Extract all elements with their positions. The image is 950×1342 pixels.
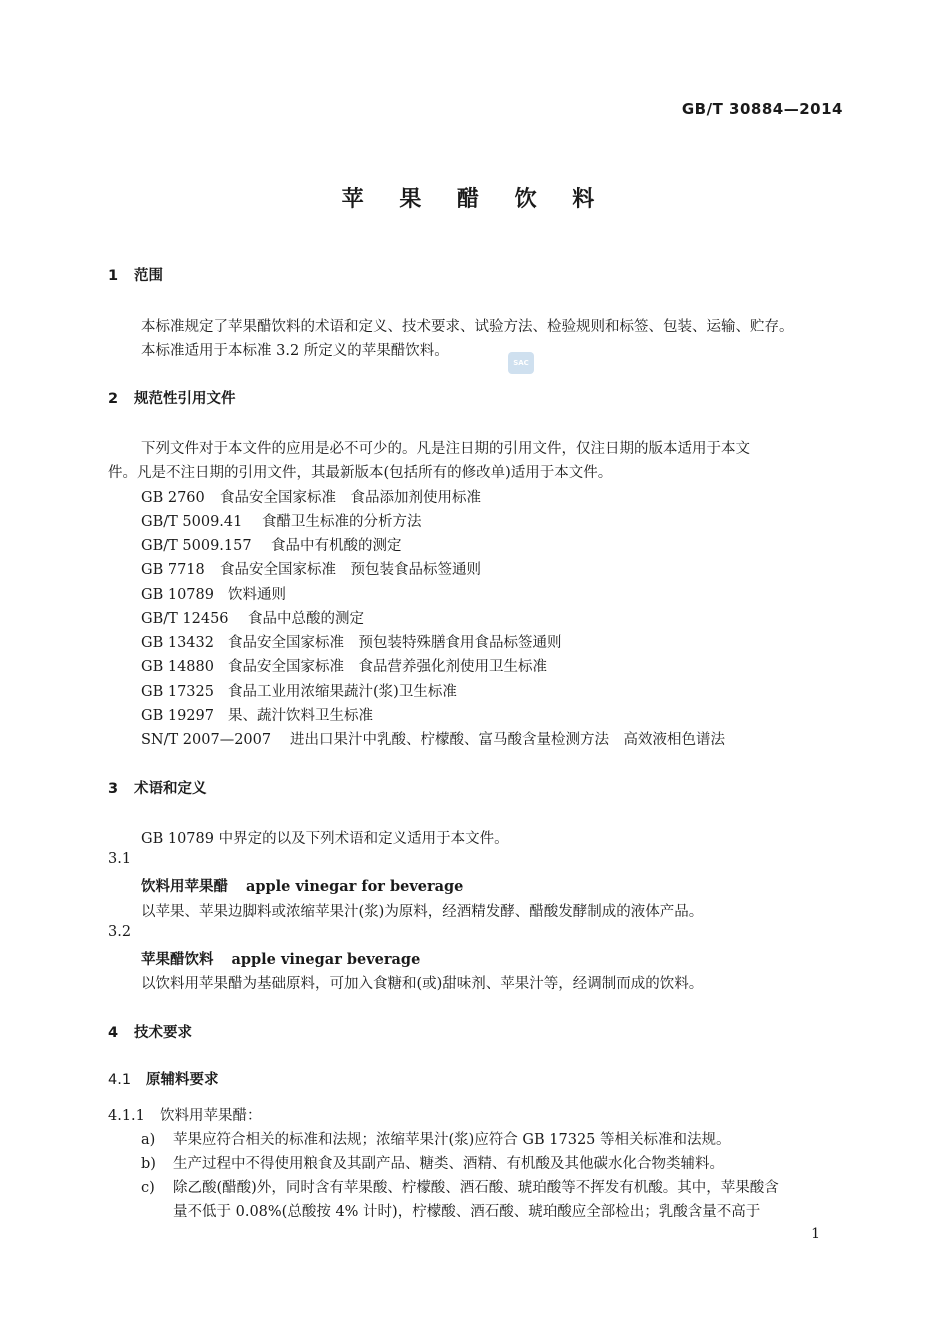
section-2-heading <box>108 387 236 408</box>
subsection-4-1-heading <box>108 1068 219 1089</box>
list-item-text: 生产过程中不得使用粮食及其副产品、糖类、酒精、有机酸及其他碳水化合物类辅料。 <box>173 1156 724 1172</box>
term-english: apple vinegar beverage <box>231 951 421 968</box>
list-item-text: 除乙酸(醋酸)外，同时含有苹果酸、柠檬酸、酒石酸、琥珀酸等不挥发有机酸。其中，苹果酸含 <box>173 1180 779 1196</box>
subsection-title: 饮料用苹果醋： <box>160 1108 262 1124</box>
section-number: 1 <box>108 268 119 284</box>
term-chinese: 饮料用苹果醋 <box>141 879 228 895</box>
reference-title: 食醋卫生标准的分析方法 <box>262 514 422 530</box>
reference-code: GB 13432 <box>141 635 214 651</box>
reference-title: 食品安全国家标准 预包装食品标签通则 <box>220 562 481 578</box>
page-number: 1 <box>811 1226 820 1242</box>
subsection-number: 4.1.1 <box>108 1108 145 1124</box>
reference-code: GB 7718 <box>141 562 205 578</box>
section-title: 术语和定义 <box>134 781 207 797</box>
list-item-label: a) <box>141 1132 156 1148</box>
reference-title: 果、蔬汁饮料卫生标准 <box>228 708 373 724</box>
list-item <box>141 1176 779 1197</box>
reference-item <box>141 704 373 725</box>
section-3-heading <box>108 777 207 798</box>
reference-title: 食品中有机酸的测定 <box>271 538 402 554</box>
section-1-paragraph-1: 本标准规定了苹果醋饮料的术语和定义、技术要求、试验方法、检验规则和标签、包装、运输、贮存。 <box>141 319 794 335</box>
reference-item <box>141 534 402 555</box>
subsection-title: 原辅料要求 <box>146 1072 219 1088</box>
section-number: 2 <box>108 391 119 407</box>
watermark-logo: SAC <box>508 352 534 374</box>
reference-title: 进出口果汁中乳酸、柠檬酸、富马酸含量检测方法 高效液相色谱法 <box>290 732 725 748</box>
reference-code: GB 2760 <box>141 490 205 506</box>
section-title: 范围 <box>134 268 163 284</box>
reference-title: 饮料通则 <box>228 587 286 603</box>
reference-item <box>141 631 562 652</box>
term-heading <box>141 875 463 896</box>
subsection-4-1-1 <box>108 1104 262 1125</box>
reference-code: GB 14880 <box>141 659 214 675</box>
list-item <box>141 1152 724 1173</box>
term-definition: 以饮料用苹果醋为基础原料，可加入食糖和(或)甜味剂、苹果汁等，经调制而成的饮料。 <box>141 976 704 992</box>
term-english: apple vinegar for beverage <box>246 878 464 895</box>
reference-item <box>141 607 364 628</box>
term-number: 3.1 <box>108 851 132 867</box>
reference-item <box>141 583 286 604</box>
section-3-intro: GB 10789 中界定的以及下列术语和定义适用于本文件。 <box>141 831 509 847</box>
reference-item <box>141 680 457 701</box>
list-item-continuation: 量不低于 0.08%(总酸按 4% 计时)，柠檬酸、酒石酸、琥珀酸应全部检出；乳酸含量不高于 <box>173 1204 761 1220</box>
list-item-label: c) <box>141 1180 155 1196</box>
term-number: 3.2 <box>108 924 132 940</box>
standard-code: GB/T 30884—2014 <box>681 100 843 118</box>
section-number: 3 <box>108 781 119 797</box>
reference-item <box>141 510 422 531</box>
subsection-number: 4.1 <box>108 1072 132 1088</box>
section-2-intro-line-2: 件。凡是不注日期的引用文件，其最新版本(包括所有的修改单)适用于本文件。 <box>108 465 613 481</box>
reference-item <box>141 655 547 676</box>
section-title: 技术要求 <box>134 1025 192 1041</box>
reference-code: GB 10789 <box>141 587 214 603</box>
reference-code: GB/T 5009.41 <box>141 514 243 530</box>
reference-title: 食品安全国家标准 食品添加剂使用标准 <box>220 490 481 506</box>
reference-title: 食品安全国家标准 预包装特殊膳食用食品标签通则 <box>228 635 562 651</box>
document-title: 苹 果 醋 饮 料 <box>341 187 609 212</box>
reference-code: GB/T 12456 <box>141 611 229 627</box>
section-2-intro-line-1: 下列文件对于本文件的应用是必不可少的。凡是注日期的引用文件，仅注日期的版本适用于本文 <box>141 441 750 457</box>
reference-item <box>141 728 725 749</box>
section-number: 4 <box>108 1025 119 1041</box>
term-definition: 以苹果、苹果边脚料或浓缩苹果汁(浆)为原料，经酒精发酵、醋酸发酵制成的液体产品。 <box>141 904 704 920</box>
reference-item <box>141 558 481 579</box>
reference-title: 食品工业用浓缩果蔬汁(浆)卫生标准 <box>228 684 457 700</box>
section-1-heading <box>108 264 163 285</box>
reference-title: 食品中总酸的测定 <box>248 611 364 627</box>
section-title: 规范性引用文件 <box>134 391 236 407</box>
reference-code: SN/T 2007—2007 <box>141 732 272 748</box>
reference-code: GB 17325 <box>141 684 214 700</box>
term-chinese: 苹果醋饮料 <box>141 952 214 968</box>
list-item <box>141 1128 731 1149</box>
section-1-paragraph-2: 本标准适用于本标准 3.2 所定义的苹果醋饮料。 <box>141 343 449 359</box>
reference-item <box>141 486 481 507</box>
term-heading <box>141 948 420 969</box>
reference-title: 食品安全国家标准 食品营养强化剂使用卫生标准 <box>228 659 547 675</box>
section-4-heading <box>108 1021 192 1042</box>
reference-code: GB/T 5009.157 <box>141 538 252 554</box>
reference-code: GB 19297 <box>141 708 214 724</box>
list-item-text: 苹果应符合相关的标准和法规；浓缩苹果汁(浆)应符合 GB 17325 等相关标准和法规。 <box>173 1132 731 1148</box>
list-item-label: b) <box>141 1156 156 1172</box>
